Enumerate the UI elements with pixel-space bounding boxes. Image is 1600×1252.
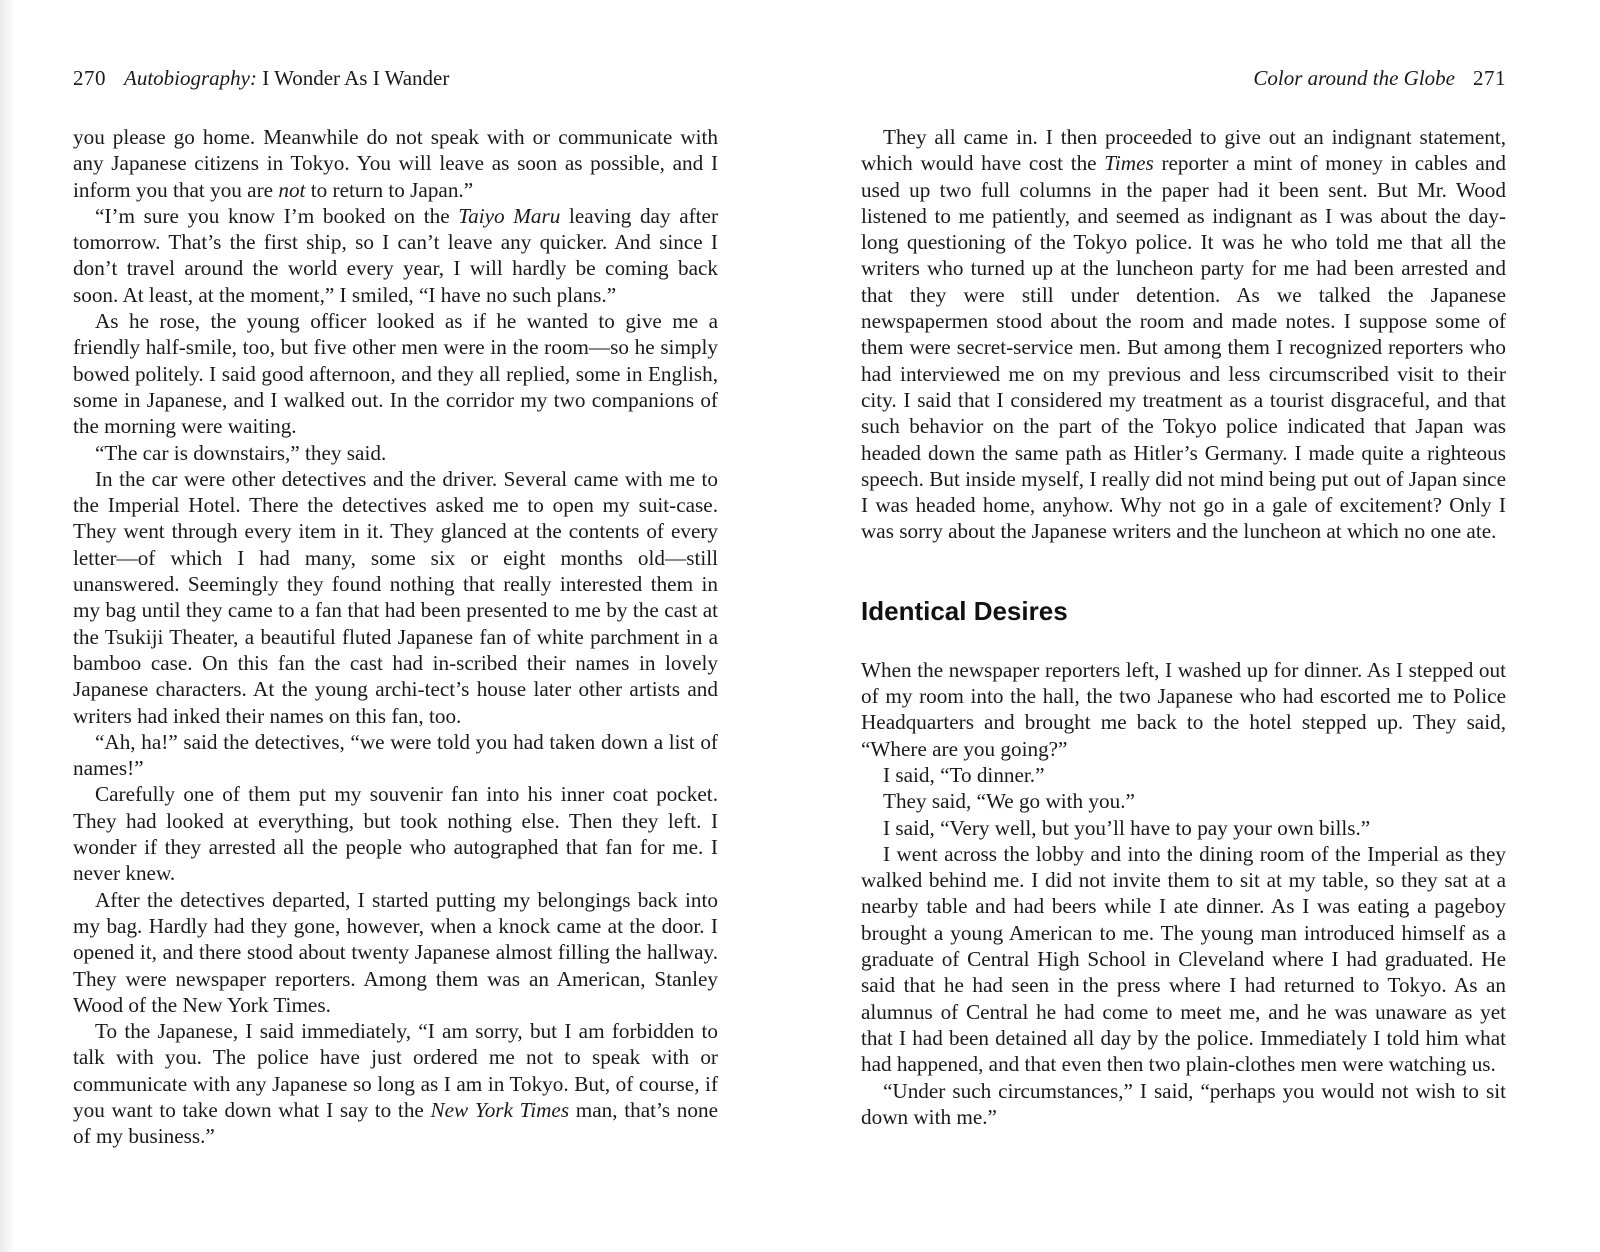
paragraph: I said, “To dinner.”	[883, 762, 1045, 787]
paragraph: I went across the lobby and into the dining room of the Imperial as they walked behind me. I did not invite them to sit at my table, so they sat at a nearby table and had beers while I ate dinner. As I was eating a pageboy brought a young American to me. The young man introduced himself as a graduate of Central High School in Cleveland where I had graduated. He said that he had seen in the press where I had returned to Tokyo. As an alumnus of Central he had come to meet me, and he was unaware as yet that I had been detained all day by the police. Immediately I told him what had happened, and that even then two plain-clothes men were watching us.	[861, 841, 1506, 1077]
section-heading: Identical Desires	[861, 595, 1068, 626]
paragraph: “Ah, ha!” said the detectives, “we were told you had taken down a list of names!”	[73, 729, 718, 781]
paragraph: As he rose, the young officer looked as if he wanted to give me a friendly half-smile, too, but five other men were in the room—so he simply bowed politely. I said good afternoon, and they all replied, some in English, some in Japanese, and I walked out. In the corridor my two companions of the morning were waiting.	[73, 309, 718, 439]
paragraph: They said, “We go with you.”	[883, 789, 1135, 814]
paragraph: After the detectives departed, I started putting my belongings back into my bag. Hardly had they gone, however, when a knock came at the door. I opened it, and there stood about twenty Japanese almost filling the hallway. They were newspaper reporters. Among them was an American, Stanley Wood of the New York Times.	[73, 887, 718, 1017]
paragraph: They all came in. I then proceeded to give out an indignant statement, which would have cost the Times reporter a mint of money in cables and used up two full columns in the paper had it been sent. But Mr. Wood listened to me patiently, and seemed as indignant as I was about the day-long questioning of the Tokyo police. It was he who told me that all the writers who turned up at the luncheon party for me had been arrested and that they were still under detention. As we talked the Japanese newspapermen stood about the room and made notes. I suppose some of them were secret-service men. But among them I recognized reporters who had interviewed me on my previous and less circumscribed visit to their city. I said that I considered my treatment as a tourist disgraceful, and that such behavior on the part of the Tokyo police indicated that Japan was headed down the same path as Hitler’s Germany. I made quite a righteous speech. But inside myself, I really did not mind being put out of Japan since I was headed home, anyhow. Why not go in a gale of excitement? Only I was sorry about the Japanese writers and the luncheon at which no one ate.	[861, 125, 1506, 544]
paragraph: In the car were other detectives and the driver. Several came with me to the Imperial Hotel. There the detectives asked me to open my suit-case. They went through every item in it. They glanced at the contents of every letter—of which I had many, some six or eight months old—still unanswered. Seemingly they found nothing that really interested them in my bag until they came to a fan that had been presented to me by the cast at the Tsukiji Theater, a beautiful fluted Japanese fan of white parchment in a bamboo case. On this fan the cast had in-scribed their names in lovely Japanese characters. At the young archi-tect’s house later other artists and writers had inked their names on this fan, too.	[73, 466, 718, 728]
left-page-number: 270	[73, 66, 106, 90]
page-edge-shadow	[0, 0, 14, 1252]
paragraph: “I’m sure you know I’m booked on the Taiyo Maru leaving day after tomorrow. That’s the first ship, so I can’t leave any quicker. And since I don’t travel around the world every year, I will hardly be coming back soon. At least, at the moment,” I smiled, “I have no such plans.”	[73, 203, 718, 307]
right-running-head	[861, 64, 1506, 92]
paragraph: To the Japanese, I said immediately, “I am sorry, but I am forbidden to talk with you. The police have just ordered me not to speak with or communicate with any Japanese so long as I am in Tokyo. But, of course, if you want to take down what I say to the New York Times man, that’s none of my business.”	[73, 1019, 718, 1149]
paragraph: Carefully one of them put my souvenir fan into his inner coat pocket. They had looked at everything, but took nothing else. Then they left. I wonder if they arrested all the people who autographed that fan for me. I never knew.	[73, 782, 718, 886]
left-body-text	[73, 124, 718, 1150]
left-running-head-title: I Wonder As I Wander	[262, 66, 450, 90]
left-running-head	[73, 64, 718, 92]
paragraph: I said, “Very well, but you’ll have to pay your own bills.”	[883, 815, 1371, 840]
right-running-head-italic: Color around the Globe	[1253, 66, 1455, 90]
left-running-head-italic: Autobiography:	[124, 66, 257, 90]
right-body-text	[861, 124, 1506, 1130]
paragraph: “Under such circumstances,” I said, “perhaps you would not wish to sit down with me.”	[861, 1078, 1506, 1129]
right-page	[861, 0, 1506, 1252]
paragraph: When the newspaper reporters left, I washed up for dinner. As I stepped out of my room into the hall, the two Japanese who had escorted me to Police Headquarters and brought me back to the hotel stepped up. They said, “Where are you going?”	[861, 657, 1506, 761]
left-page	[73, 0, 718, 1252]
right-page-number: 271	[1473, 66, 1506, 90]
paragraph: “The car is downstairs,” they said.	[95, 440, 387, 465]
paragraph: you please go home. Meanwhile do not speak with or communicate with any Japanese citizens in Tokyo. You will leave as soon as possible, and I inform you that you are not to return to Japan.”	[73, 125, 718, 202]
